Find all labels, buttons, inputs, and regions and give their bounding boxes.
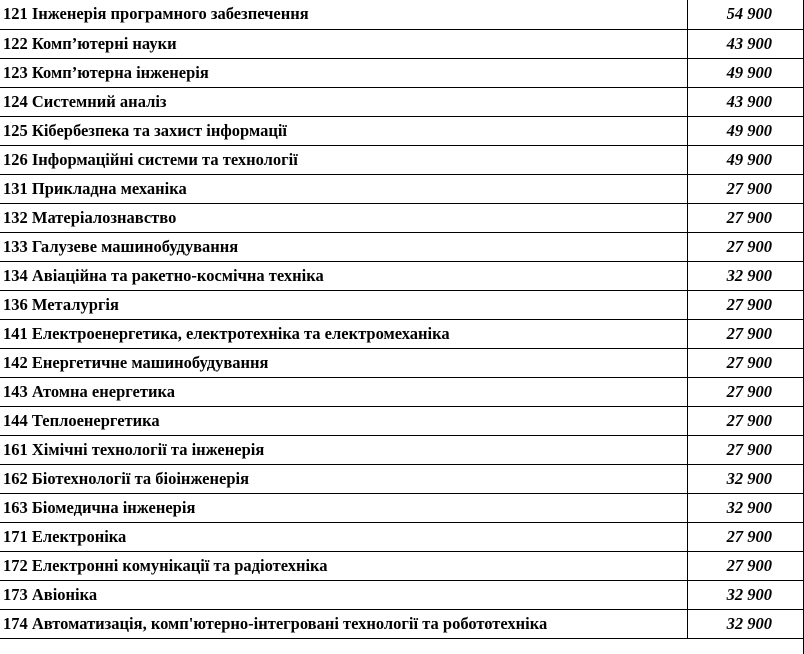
tuition-price: 49 900 <box>687 58 804 87</box>
table-row <box>0 145 804 174</box>
tuition-price: 27 900 <box>687 406 804 435</box>
table-row <box>0 464 804 493</box>
tuition-price: 27 900 <box>687 290 804 319</box>
specialty-name: 122 Комп’ютерні науки <box>0 29 687 58</box>
table-row <box>0 406 804 435</box>
specialty-name: 136 Металургія <box>0 290 687 319</box>
specialty-name: 163 Біомедична інженерія <box>0 493 687 522</box>
tuition-price: 27 900 <box>687 203 804 232</box>
table-row <box>0 435 804 464</box>
specialty-name: 133 Галузеве машинобудування <box>0 232 687 261</box>
specialty-name: 132 Матеріалознавство <box>0 203 687 232</box>
table-row <box>0 203 804 232</box>
tuition-price: 49 900 <box>687 145 804 174</box>
tuition-price: 32 900 <box>687 464 804 493</box>
table-row <box>0 348 804 377</box>
tuition-price: 43 900 <box>687 87 804 116</box>
tuition-price: 49 900 <box>687 116 804 145</box>
tuition-price: 27 900 <box>687 522 804 551</box>
specialty-name: 134 Авіаційна та ракетно-космічна техніка <box>0 261 687 290</box>
tuition-price: 27 900 <box>687 319 804 348</box>
specialty-name: 141 Електроенергетика, електротехніка та електромеханіка <box>0 319 687 348</box>
specialty-name: 121 Інженерія програмного забезпечення <box>0 0 687 29</box>
tuition-price: 27 900 <box>687 174 804 203</box>
specialty-name: 162 Біотехнології та біоінженерія <box>0 464 687 493</box>
specialty-name: 174 Автоматизація, комп'ютерно-інтегровані технології та робототехніка <box>0 609 687 638</box>
table-row <box>0 232 804 261</box>
table-row <box>0 377 804 406</box>
specialty-name: 126 Інформаційні системи та технології <box>0 145 687 174</box>
table-row <box>0 0 804 29</box>
table-row <box>0 493 804 522</box>
table-row <box>0 580 804 609</box>
specialty-name: 124 Системний аналіз <box>0 87 687 116</box>
table-row <box>0 290 804 319</box>
tuition-price: 27 900 <box>687 348 804 377</box>
specialty-name: 161 Хімічні технології та інженерія <box>0 435 687 464</box>
table-row <box>0 29 804 58</box>
specialty-name: 142 Енергетичне машинобудування <box>0 348 687 377</box>
specialty-name: 172 Електронні комунікації та радіотехніка <box>0 551 687 580</box>
table-row <box>0 609 804 638</box>
tuition-price: 27 900 <box>687 377 804 406</box>
tuition-price: 32 900 <box>687 493 804 522</box>
specialty-name: 143 Атомна енергетика <box>0 377 687 406</box>
table-row <box>0 58 804 87</box>
specialty-name: 171 Електроніка <box>0 522 687 551</box>
tuition-price: 54 900 <box>687 0 804 29</box>
tuition-price: 27 900 <box>687 551 804 580</box>
tuition-price: 43 900 <box>687 29 804 58</box>
specialty-name: 144 Теплоенергетика <box>0 406 687 435</box>
tuition-price: 32 900 <box>687 261 804 290</box>
table-row <box>0 551 804 580</box>
table-row <box>0 116 804 145</box>
tuition-price: 32 900 <box>687 609 804 638</box>
table-row <box>0 261 804 290</box>
specialty-name: 125 Кібербезпека та захист інформації <box>0 116 687 145</box>
tuition-price: 27 900 <box>687 232 804 261</box>
specialty-name: 123 Комп’ютерна інженерія <box>0 58 687 87</box>
table-row <box>0 174 804 203</box>
table-row <box>0 522 804 551</box>
table-row <box>0 87 804 116</box>
tuition-price: 32 900 <box>687 580 804 609</box>
tuition-price: 27 900 <box>687 435 804 464</box>
table-row <box>0 319 804 348</box>
specialty-name: 173 Авіоніка <box>0 580 687 609</box>
specialty-name: 131 Прикладна механіка <box>0 174 687 203</box>
